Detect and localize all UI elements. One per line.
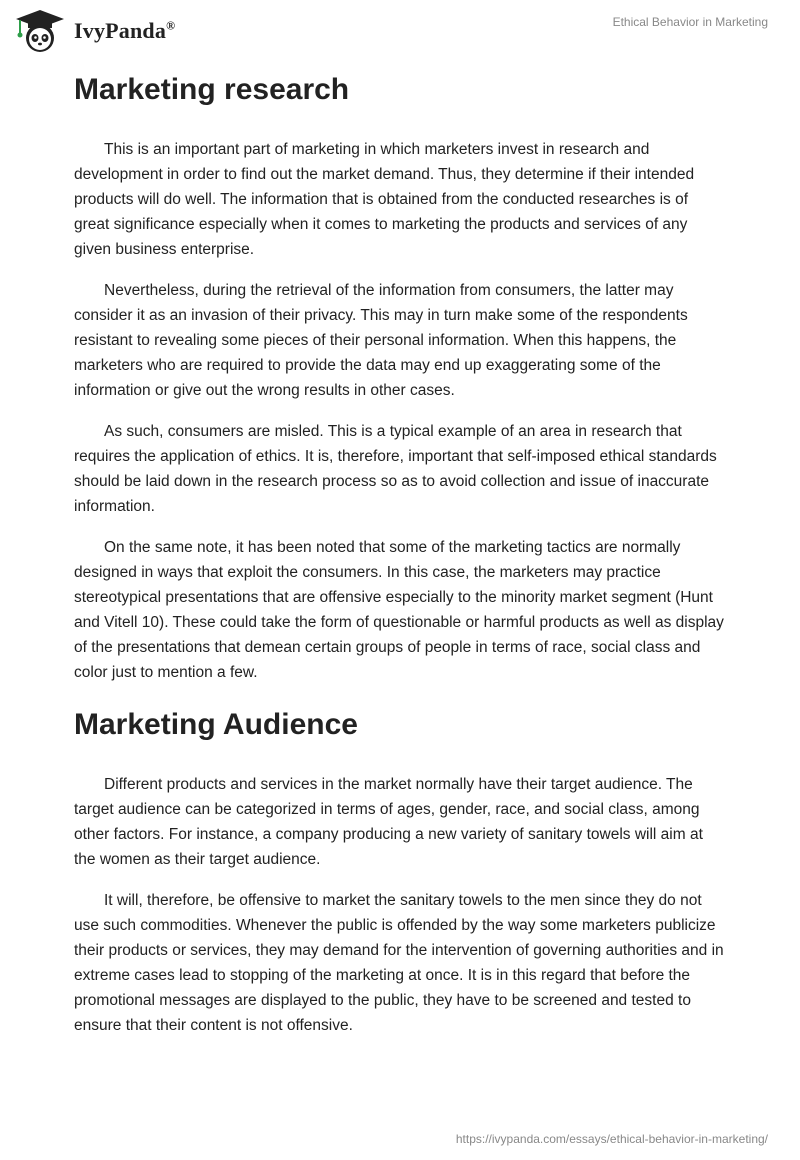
section-heading: Marketing Audience <box>74 708 358 741</box>
paragraph: This is an important part of marketing in which marketers invest in research and development in order to find out the market demand. Thus, they determine if their intended products will do well. The information that is obtained from the conducted researches is of great significance especially when it comes to marketing the products and services of any given business enterprise. <box>74 141 695 258</box>
document-title: Ethical Behavior in Marketing <box>612 15 768 29</box>
source-url[interactable]: https://ivypanda.com/essays/ethical-behavior-in-marketing/ <box>455 1132 768 1146</box>
section-heading: Marketing research <box>74 73 350 106</box>
paragraph: As such, consumers are misled. This is a typical example of an area in research that requires the application of ethics. It is, therefore, important that self-imposed ethical standards should be laid down in the research process so as to avoid collection and issue of inaccurate information. <box>74 423 717 515</box>
paragraph: On the same note, it has been noted that some of the marketing tactics are normally designed in ways that exploit the consumers. In this case, the marketers may practice stereotypical presentations that are offensive especially to the minority market segment (Hunt and Vitell 10). These could take the form of questionable or harmful products as well as display of the presentations that demean certain groups of people in terms of race, social class and color just to mention a few. <box>74 539 724 681</box>
brand-name: IvyPanda® <box>74 18 176 43</box>
paragraph: Different products and services in the market normally have their target audience. The target audience can be categorized in terms of ages, gender, race, and social class, among other factors. For instance, a company producing a new variety of sanitary towels will aim at the women as their target audience. <box>74 776 703 868</box>
panda-graduate-icon <box>14 8 66 54</box>
brand-logo[interactable] <box>14 8 175 54</box>
paragraph: Nevertheless, during the retrieval of the information from consumers, the latter may consider it as an invasion of their privacy. This may in turn make some of the respondents resistant to revealing some pieces of their personal information. When this happens, the marketers who are required to provide the data may end up exaggerating some of the information or give out the wrong results in other cases. <box>74 282 688 399</box>
article-body <box>74 70 726 1054</box>
paragraph: It will, therefore, be offensive to market the sanitary towels to the men since they do not use such commodities. Whenever the public is offended by the way some marketers publicize their products or services, they may demand for the intervention of governing authorities and in extreme cases lead to stopping of the marketing at once. It is in this regard that before the promotional messages are displayed to the public, they have to be screened and tested to ensure that their content is not offensive. <box>74 892 724 1034</box>
page-header <box>0 0 800 60</box>
